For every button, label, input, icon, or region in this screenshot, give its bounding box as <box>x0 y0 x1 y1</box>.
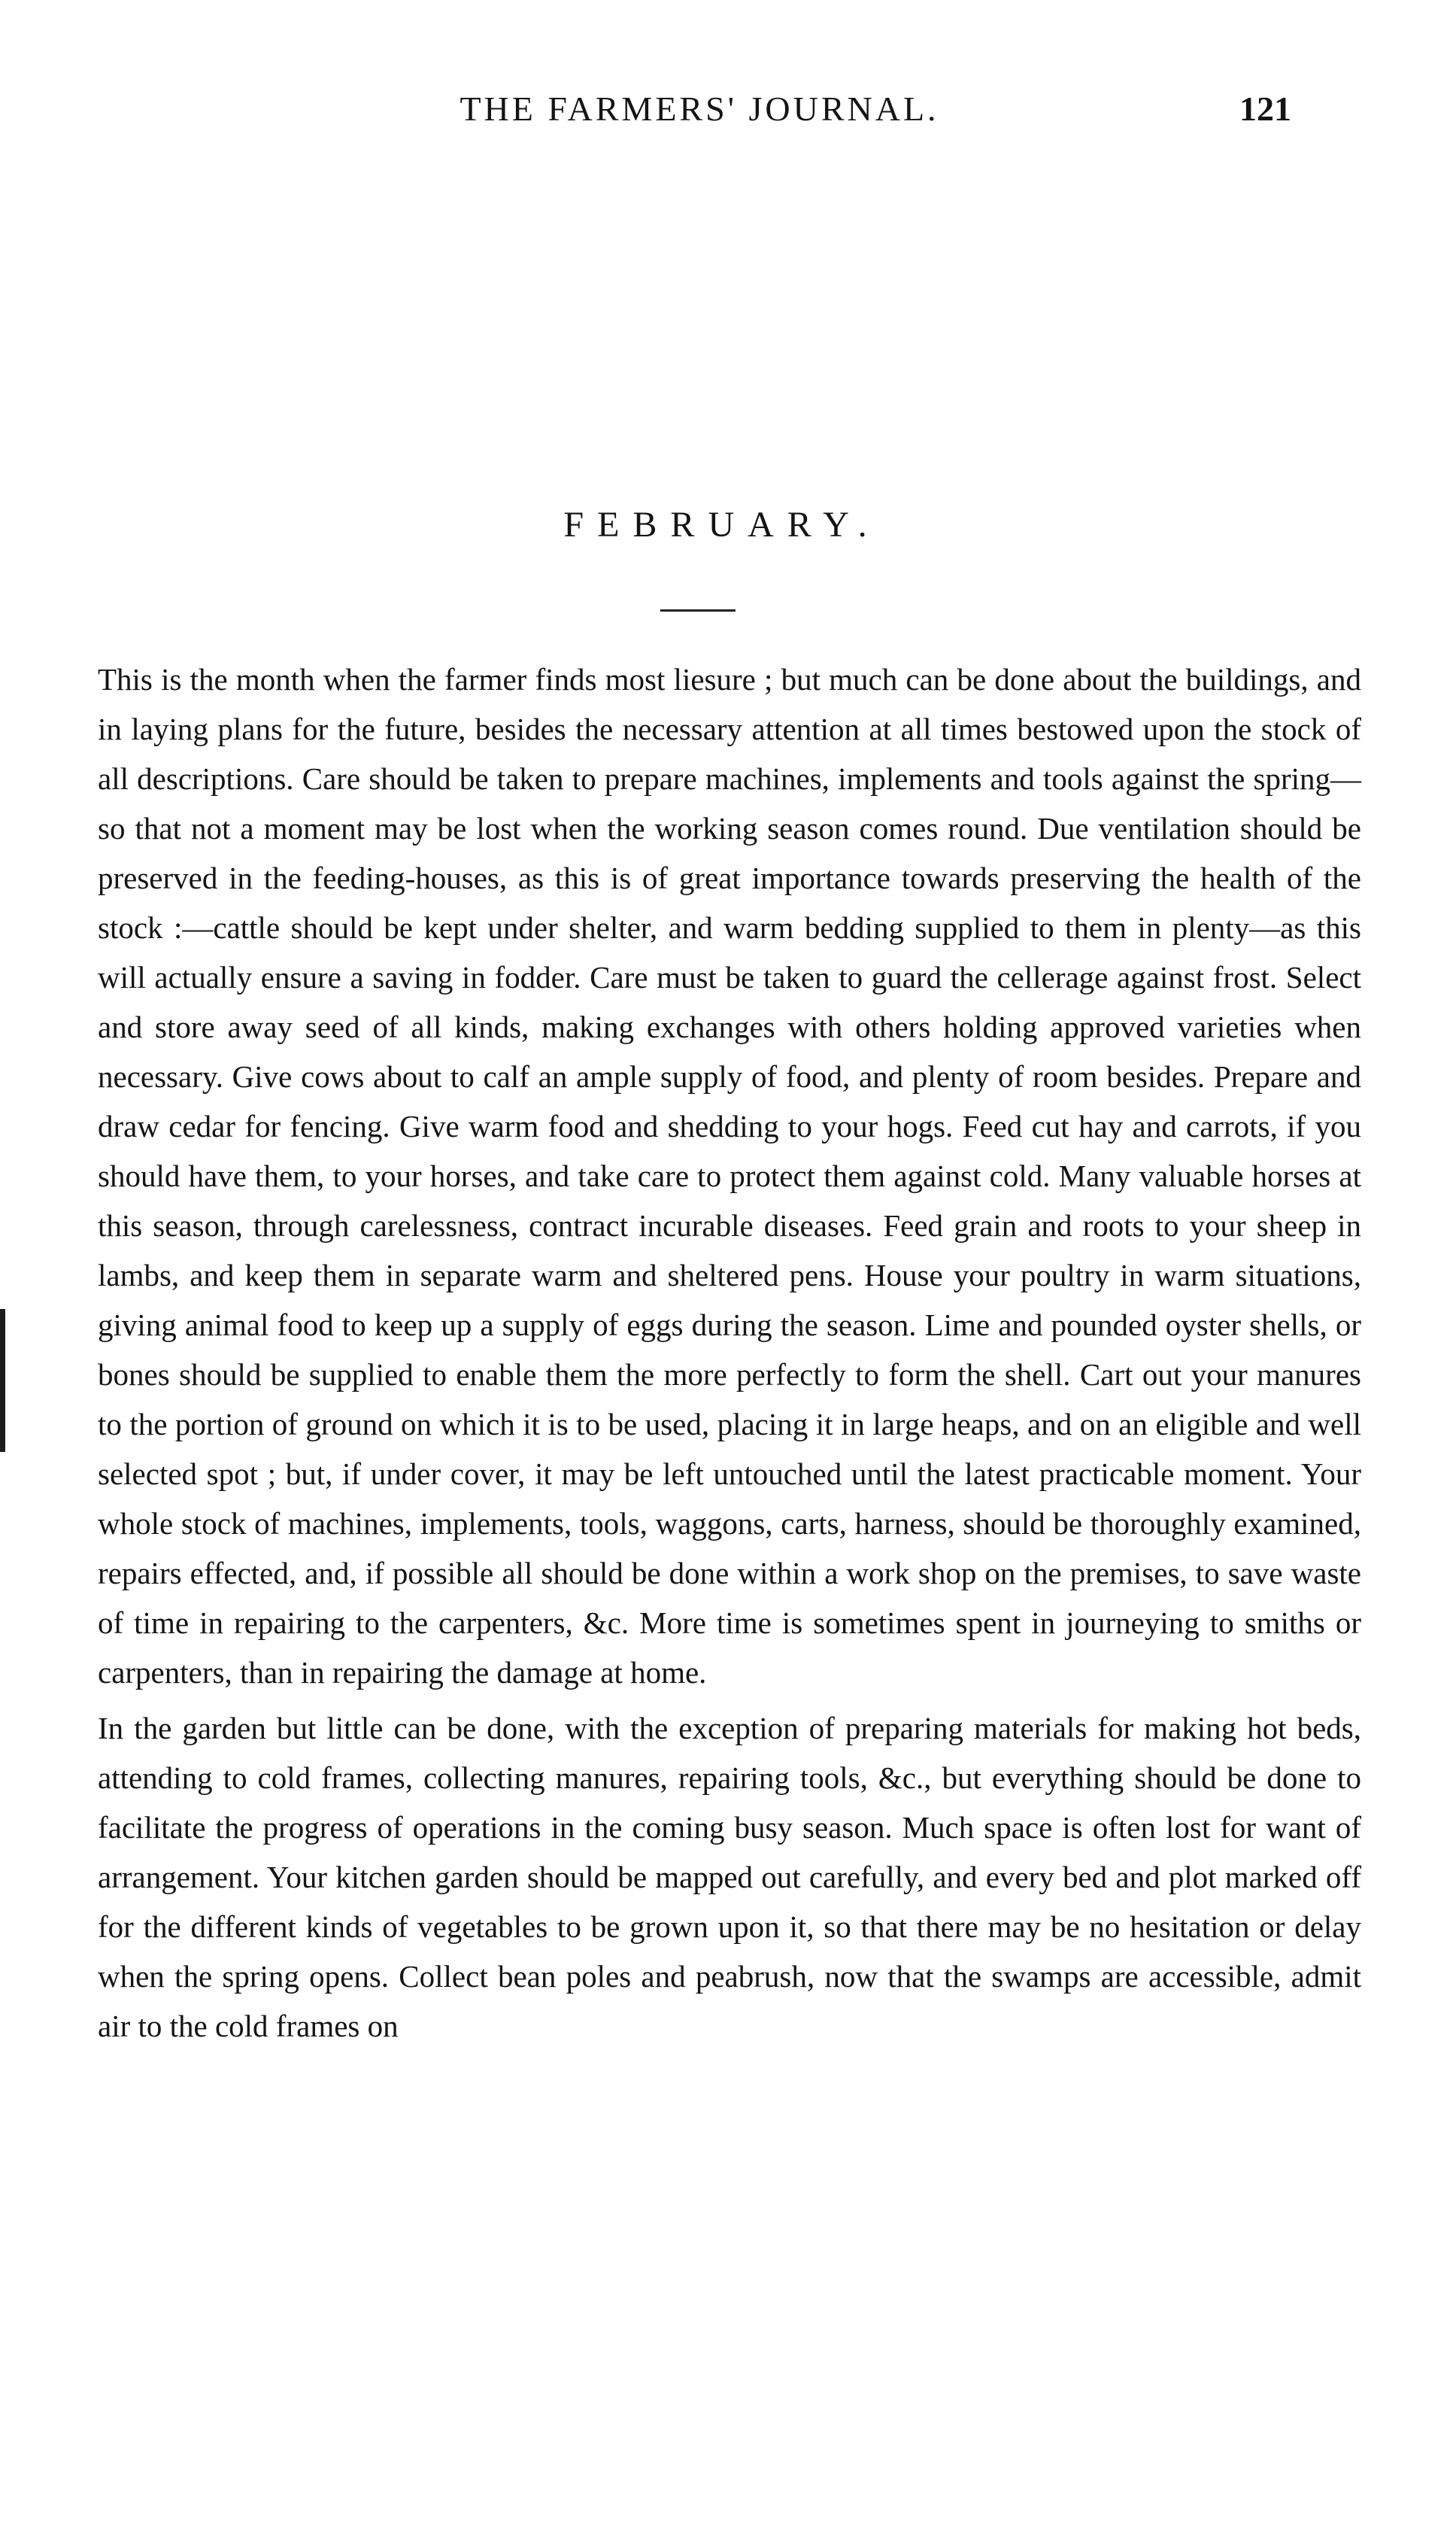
article-body <box>98 655 1361 2051</box>
running-title: THE FARMERS' JOURNAL. <box>460 90 939 128</box>
paragraph-farm: This is the month when the farmer finds most liesure ; but much can be done about the buildings, and in laying plans for the future, besides the necessary attention at all times bestowed upon the stock of all descriptions. Care should be taken to prepare machines, implements and tools against the spring—so that not a moment may be lost when the working season comes round. Due ventilation should be preserved in the feeding-houses, as this is of great importance towards preserving the health of the stock :—cattle should be kept under shelter, and warm bedding supplied to them in plenty—as this will actually ensure a saving in fodder. Care must be taken to guard the cellerage against frost. Select and store away seed of all kinds, making exchanges with others holding approved varieties when necessary. Give cows about to calf an ample supply of food, and plenty of room besides. Prepare and draw cedar for fencing. Give warm food and shedding to your hogs. Feed cut hay and carrots, if you should have them, to your horses, and take care to protect them against cold. Many valuable horses at this season, through carelessness, contract incurable diseases. Feed grain and roots to your sheep in lambs, and keep them in separate warm and sheltered pens. House your poultry in warm situations, giving animal food to keep up a supply of eggs during the season. Lime and pounded oyster shells, or bones should be supplied to enable them the more perfectly to form the shell. Cart out your manures to the portion of ground on which it is to be used, placing it in large heaps, and on an eligible and well selected spot ; but, if under cover, it may be left untouched until the latest practicable moment. Your whole stock of machines, implements, tools, waggons, carts, harness, should be thoroughly examined, repairs effected, and, if possible all should be done within a work shop on the premises, to save waste of time in repairing to the carpenters, &c. More time is sometimes spent in journeying to smiths or carpenters, than in repairing the damage at home. <box>98 662 1361 1690</box>
page-number: 121 <box>1239 90 1291 128</box>
paragraph-garden: In the garden but little can be done, with the exception of preparing materials for making hot beds, attending to cold frames, collecting manures, repairing tools, &c., but everything should be done to facilitate the progress of operations in the coming busy season. Much space is often lost for want of arrangement. Your kitchen garden should be mapped out carefully, and every bed and plot marked off for the different kinds of vegetables to be grown upon it, so that there may be no hesitation or delay when the spring opens. Collect bean poles and peabrush, now that the swamps are accessible, admit air to the cold frames on <box>98 1711 1361 2043</box>
title-rule <box>660 609 736 612</box>
binding-edge-mark <box>0 1309 5 1452</box>
section-title: FEBRUARY. <box>563 505 881 545</box>
